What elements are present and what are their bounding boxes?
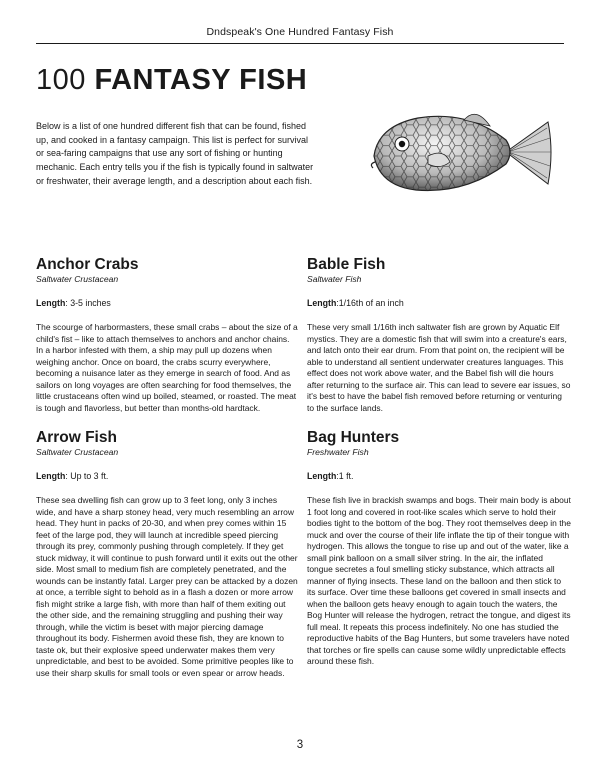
fish-description: These very small 1/16th inch saltwater fish are grown by Aquatic Elf mystics. They are a domestic fish that will swim into a creature's ears, and latch onto their ear drum. From that point on, the recipient will be able to understand all sentient underwater creatures languages. This effect does not work above water, and the Babel fish will die hours after returning to the surface air. This can lead to severe ear issues, so it's best to have the babel fish removed before returning or venturing to the surface lands.: [307, 322, 571, 413]
title-number: 100: [36, 64, 86, 96]
fish-type: Saltwater Crustacean: [36, 274, 119, 285]
length-label: Length: [36, 471, 66, 482]
length-value: : 3-5 inches: [65, 298, 111, 309]
fish-name: Arrow Fish: [36, 429, 117, 446]
running-header: Dndspeak's One Hundred Fantasy Fish: [206, 26, 394, 38]
fish-type: Saltwater Crustacean: [36, 447, 119, 458]
fish-entry: [307, 430, 571, 668]
fish-entry: [36, 430, 298, 679]
length-label: Length: [307, 471, 337, 482]
length-label: Length: [36, 298, 66, 309]
fish-length: [36, 471, 298, 481]
header-divider: [36, 43, 564, 44]
fish-length: [307, 471, 571, 481]
fish-length: [307, 298, 571, 308]
boxfish-illustration-icon: [356, 104, 564, 200]
fish-name: Bag Hunters: [307, 429, 400, 446]
intro-paragraph: Below is a list of one hundred different fish that can be found, fished up, and cooked in a fantasy campaign. This list is perfect for survival or sea-faring campaigns that use any sort of fishing or hunting mechanic. Each entry tells you if the fish is typically found in saltwater or freshwater, their average length, and a description about each fish.: [36, 121, 314, 186]
page-title: [36, 66, 307, 95]
fish-length: [36, 298, 298, 308]
fish-entry: [36, 257, 298, 414]
fish-name: Bable Fish: [307, 256, 386, 273]
fish-description: These sea dwelling fish can grow up to 3 feet long, only 3 inches wide, and have a sharp stoney head, very much resembling an arrow head. They hunt in packs of 20-30, and when prey comes within 15 feet of the large pod, they will launch at incredible speed piercing through its prey, commonly pushing through completely. If they get stuck midway, it will continue to push forward until it exits out the other side. Most small to medium fish are completely penetrated, and the wounds can be instantly fatal. Larger prey can be attacked by a dozen at once, a terrible sight to behold as in a flash a dozen or more arrow fish might strike a large fish, with more than half of them exiting out the other side, and the remaining struggling and pushing their way through, while the victim is beset with major piercing damage throughout its body. Fishermen avoid these fish, they are known to taste ok, but their explosive speed underwater makes them very unpredictable, and best to be avoided. Some primitive peoples like to use their sharp skulls for small tools or even spear or arrow heads.: [36, 495, 298, 678]
length-value: :1/16th of an inch: [336, 298, 404, 309]
fish-type: Saltwater Fish: [307, 274, 362, 285]
length-value: : Up to 3 ft.: [65, 471, 109, 482]
fish-entry: [307, 257, 571, 414]
length-value: :1 ft.: [336, 471, 354, 482]
fish-description: These fish live in brackish swamps and bogs. Their main body is about 1 foot long and covered in root-like scales which serve to hold their bodies tight to the bottom of the bog. They root themselves deep in the muck and over the course of their life inflate the tip of their tongue with hydrogen. This allows the tongue to rise up and out of the water, like a small pink balloon on a small silver string. In the air, the inflated tongue secretes a foul smelling sticky substance, which attracts all manner of flying insects. These land on the balloon and then stick to its surface. Over time these balloons get covered in small insects and when the balloon gets heavy enough to again touch the waters, the Bog Hunter will release the hydrogen, retract the tongue, and digest its full meal. It repeats this process indefinitely. No one has studied the reproductive habits of the Bag Hunters, but some travelers have noted that torches or fire spells can cause some wildly unpredictable effects around these fish.: [307, 495, 571, 667]
length-label: Length: [307, 298, 337, 309]
fish-type: Freshwater Fish: [307, 447, 369, 458]
fish-description: The scourge of harbormasters, these small crabs – about the size of a child's fist – like to attach themselves to anchors and anchor chains. In a harbor infested with them, a ship may pull up dozens when weighing anchor. Once on board, the crabs scurry everywhere, becoming a nuisance later as they emerge in search of food. And as sailors on long voyages are often searching for food themselves, the little crustaceans often wind up boiled, steamed, or roasted. The meat is tough and flavorless, but better than months-old hardtack.: [36, 322, 298, 413]
page-number: 3: [296, 739, 304, 751]
fish-name: Anchor Crabs: [36, 256, 139, 273]
title-words: FANTASY FISH: [94, 64, 308, 96]
